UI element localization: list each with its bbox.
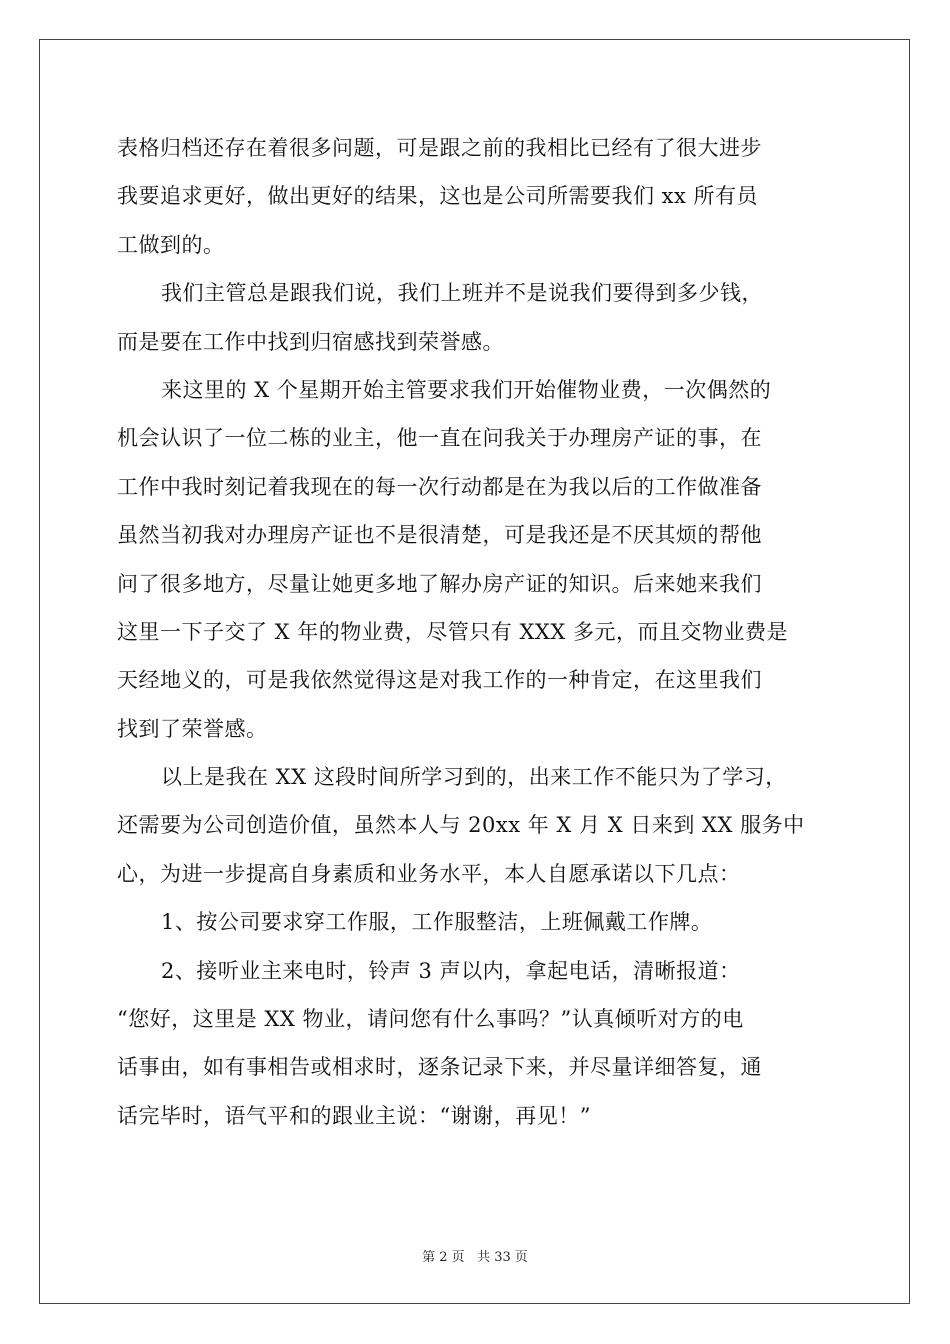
- text-line: 这里一下子交了 X 年的物业费，尽管只有 XXX 多元，而且交物业费是: [117, 619, 788, 644]
- text-line: 表格归档还存在着很多问题，可是跟之前的我相比已经有了很大进步: [117, 136, 762, 160]
- page-number: 第 2 页: [422, 1250, 465, 1265]
- text-line: 机会认识了一位二栋的业主，他一直在问我关于办理房产证的事，在: [117, 426, 762, 451]
- page-footer: [0, 1246, 950, 1265]
- text-line: 而是要在工作中找到归宿感找到荣誉感。: [117, 329, 504, 354]
- text-line: 虽然当初我对办理房产证也不是很清楚，可是我还是不厌其烦的帮他: [117, 523, 762, 548]
- page-total: 共 33 页: [477, 1250, 528, 1265]
- text-line: 话完毕时，语气平和的跟业主说：“谢谢，再见！”: [117, 1103, 591, 1128]
- text-line: 工做到的。: [117, 232, 225, 257]
- text-line: 心，为进一步提高自身素质和业务水平，本人自愿承诺以下几点：: [117, 861, 741, 886]
- text-line: 话事由，如有事相告或相求时，逐条记录下来，并尽量详细答复，通: [117, 1055, 762, 1080]
- text-line: 找到了荣誉感。: [117, 716, 268, 741]
- text-line: “您好，这里是 XX 物业，请问您有什么事吗？”认真倾听对方的电: [117, 1007, 744, 1032]
- document-body: [117, 124, 833, 1140]
- text-line: 2、接听业主来电时，铃声 3 声以内，拿起电话，清晰报道：: [161, 958, 741, 983]
- text-line: 以上是我在 XX 这段时间所学习到的，出来工作不能只为了学习，: [161, 765, 787, 790]
- text-line: 问了很多地方，尽量让她更多地了解办房产证的知识。后来她来我们: [117, 571, 762, 596]
- text-line: 工作中我时刻记着我现在的每一次行动都是在为我以后的工作做准备: [117, 474, 762, 499]
- text-line: 来这里的 X 个星期开始主管要求我们开始催物业费，一次偶然的: [161, 377, 772, 402]
- text-line: 我要追求更好，做出更好的结果，这也是公司所需要我们 xx 所有员: [117, 184, 759, 209]
- text-line: 还需要为公司创造价值，虽然本人与 20xx 年 X 月 X 日来到 XX 服务中: [117, 813, 805, 838]
- text-line: 我们主管总是跟我们说，我们上班并不是说我们要得到多少钱，: [161, 281, 763, 306]
- text-line: 天经地义的，可是我依然觉得这是对我工作的一种肯定，在这里我们: [117, 668, 762, 693]
- text-line: 1、按公司要求穿工作服，工作服整洁，上班佩戴工作牌。: [161, 910, 713, 935]
